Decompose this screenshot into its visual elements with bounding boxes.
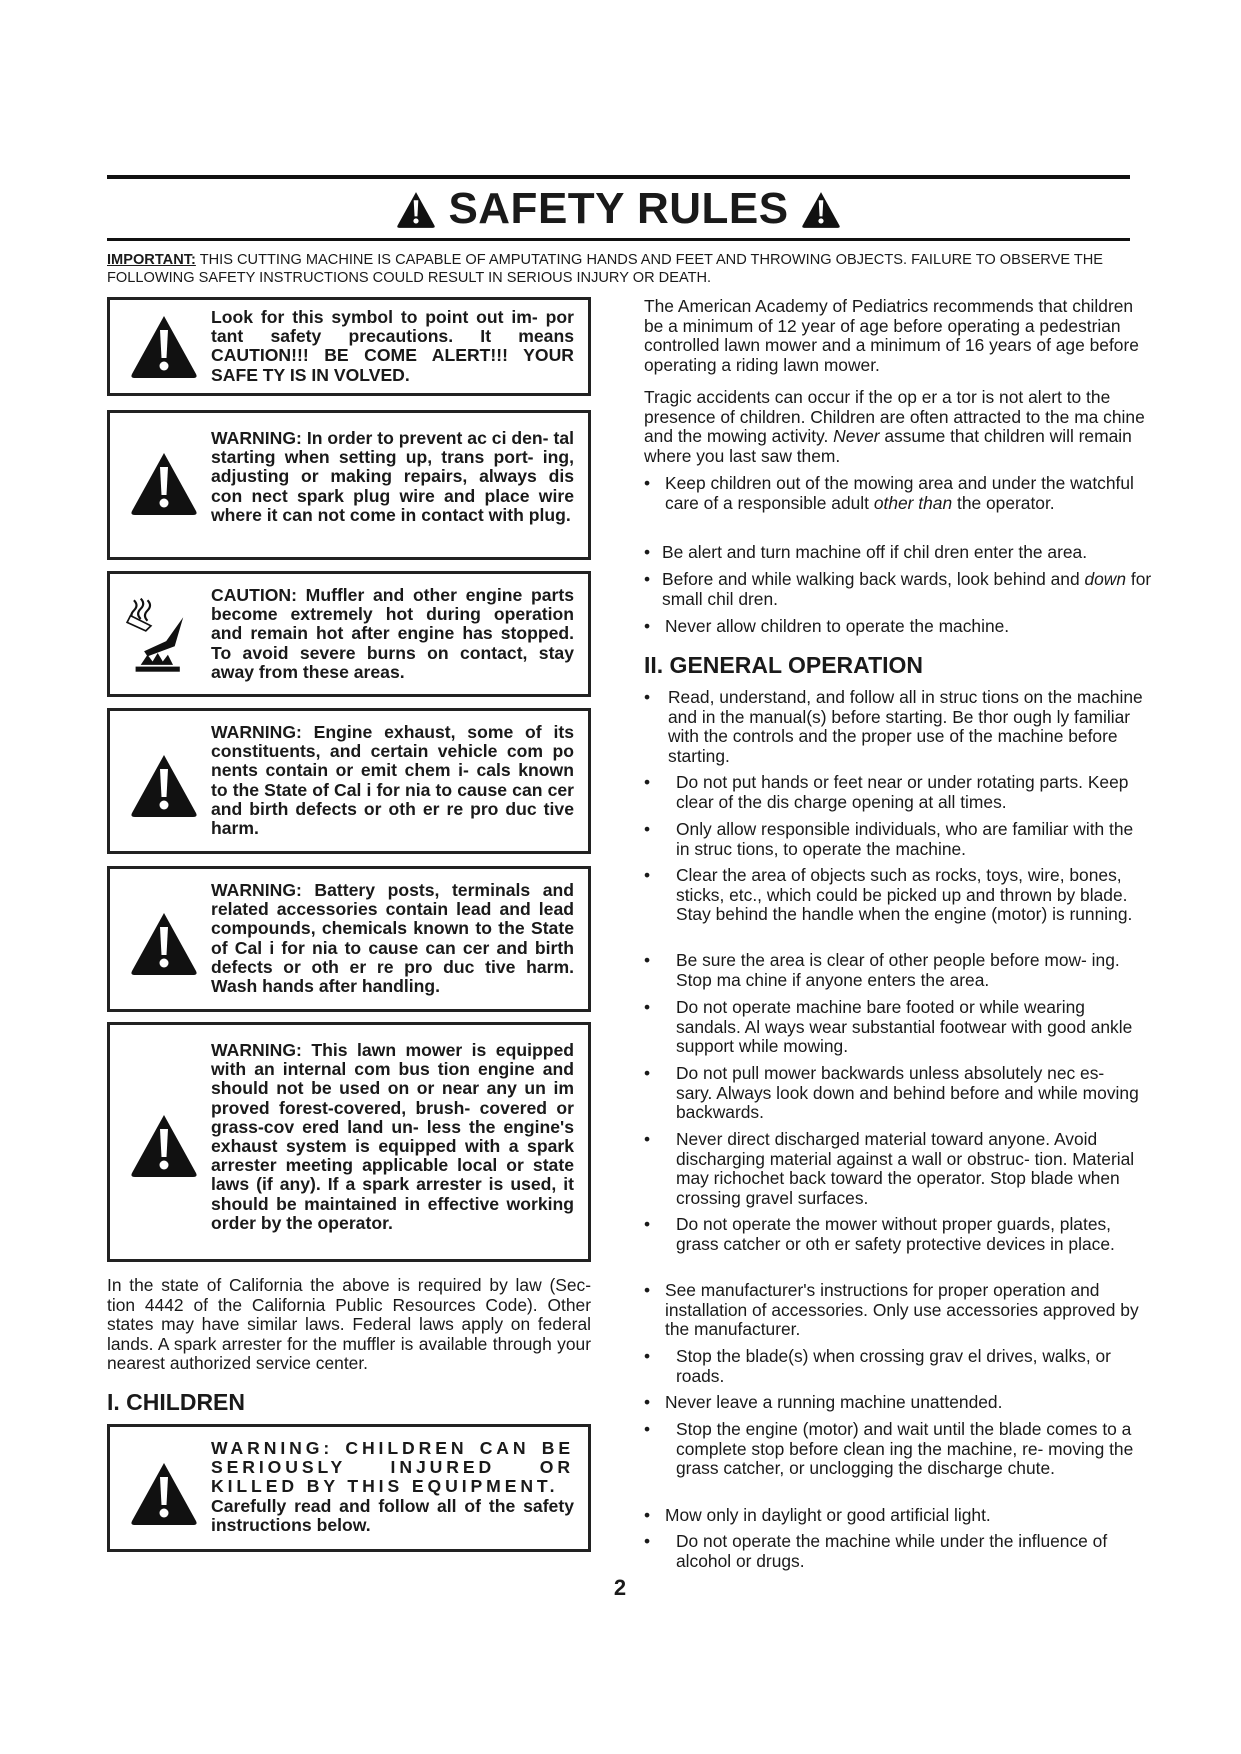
page-title: SAFETY RULES: [107, 183, 1130, 235]
list-item: • Before and while walking back wards, look behind and down for small chil dren.: [644, 569, 1152, 609]
list-item: • Stop the engine (motor) and wait until the blade comes to a complete stop before clean ing the machine, re- moving the grass catcher, or unclogging the discharge chute.: [644, 1419, 1134, 1479]
list-item: • Never direct discharged material toward anyone. Avoid discharging material against a wall or obstruc- tion. Material may richochet back toward the operator. Stop blade when crossing gravel surfaces.: [644, 1129, 1135, 1208]
list-item: • Only allow responsible individuals, who are familiar with the in struc tions, to operate the machine.: [644, 819, 1134, 859]
list-item: • Do not operate the machine while under the influence of alcohol or drugs.: [644, 1531, 1108, 1571]
safety-box: Look for this symbol to point out im- por tant safety precautions. It means CAUTION!!! BE COME ALERT!!! YOUR SAFE TY IS IN VOLVED.: [107, 297, 591, 396]
list-item: • Stop the blade(s) when crossing grav el drives, walks, or roads.: [644, 1346, 1111, 1386]
general-operation-heading: II. GENERAL OPERATION: [644, 652, 924, 678]
warning-triangle-icon: [801, 191, 841, 229]
list-item: • Do not operate the mower without proper guards, plates, grass catcher or oth er safety protective devices in place.: [644, 1214, 1115, 1254]
page-number: 2: [613, 1575, 627, 1600]
warning-triangle-icon: [130, 314, 198, 380]
list-item: • Mow only in daylight or good artificial light.: [644, 1505, 991, 1525]
list-item: • Clear the area of objects such as rocks, toys, wire, bones, sticks, etc., which could be picked up and thrown by blade. Stay behind the handle when the engine (motor) is running.: [644, 865, 1133, 925]
safety-box: CAUTION: Muffler and other engine parts become extremely hot during operation and remain hot after engine has stopped. To avoid severe burns on contact, stay away from these areas.: [107, 571, 591, 697]
list-item: • Do not put hands or feet near or under rotating parts. Keep clear of the dis charge opening at all times.: [644, 772, 1129, 812]
california-note: In the state of California the above is required by law (Sec- tion 4442 of the California Public Resources Code). Other states may have similar laws. Federal laws apply on federal lands. A spark arrester for the muffler is available through your nearest authorized service center.: [107, 1275, 591, 1374]
children-heading: I. CHILDREN: [107, 1389, 245, 1415]
list-item: • Read, understand, and follow all in struc tions on the machine and in the manual(s) before starting. Be thor ough ly familiar with the controls and the proper use of the machine before starting.: [644, 687, 1143, 766]
list-item: • Never allow children to operate the machine.: [644, 616, 1010, 636]
important-notice: IMPORTANT: THIS CUTTING MACHINE IS CAPABLE OF AMPUTATING HANDS AND FEET AND THROWING OBJECTS. FAILURE TO OBSERVE THE FOLLOWING SAFETY INSTRUCTIONS COULD RESULT IN SERIOUS INJURY OR DEATH.: [107, 252, 1104, 286]
safety-box: WARNING: This lawn mower is equipped with an internal com bus tion engine and should not be used on or near any un im proved forest-covered, brush- covered or grass-cov ered land un- less the engine's exhaust system is equipped with a spark arrester meeting applicable local or state laws (if any). If a spark arrester is used, it should be maintained in effective working order by the operator.: [107, 1022, 591, 1262]
title-rule: [107, 238, 1130, 241]
warning-triangle-icon: [130, 1113, 198, 1179]
list-item: • Do not pull mower backwards unless absolutely nec es- sary. Always look down and behind before and while moving backwards.: [644, 1063, 1139, 1123]
warning-triangle-icon: [130, 451, 198, 517]
list-item: • Do not operate machine bare footed or while wearing sandals. Al ways wear substantial footwear with good ankle support while mowing.: [644, 997, 1133, 1057]
children-warning-box: WARNING: CHILDREN CAN BE SERIOUSLY INJURED OR KILLED BY THIS EQUIPMENT. Carefully read and follow all of the safety instructions below.: [107, 1424, 591, 1552]
list-item: • Never leave a running machine unattended.: [644, 1392, 1003, 1412]
warning-triangle-icon: [130, 753, 198, 819]
warning-triangle-icon: [396, 191, 436, 229]
list-item: • See manufacturer's instructions for proper operation and installation of accessories. Only use accessories approved by the manufacturer.: [644, 1280, 1139, 1340]
safety-box: WARNING: In order to prevent ac ci den- tal starting when setting up, trans port- ing, adjusting or making repairs, always dis con nect spark plug wire and place wire where it can not come in contact with plug.: [107, 410, 591, 560]
safety-box: WARNING: Battery posts, terminals and related accessories contain lead and lead compounds, chemicals known to the State of Cal i for nia to cause can cer and birth defects or oth er re pro duc tive harm. Wash hands after handling.: [107, 866, 591, 1012]
safety-box: WARNING: Engine exhaust, some of its constituents, and certain vehicle com po nents contain or emit chem i- cals known to the State of Cal i for nia to cause can cer and birth defects or oth er re pro duc tive harm.: [107, 708, 591, 854]
list-item: • Keep children out of the mowing area and under the watchful care of a responsible adult other than the operator.: [644, 473, 1134, 513]
top-rule: [107, 175, 1130, 179]
tragic-paragraph: Tragic accidents can occur if the op er a tor is not alert to the presence of children. Children are often attracted to the ma chine and the mowing activity. Never assume that children will remain where you last saw them.: [644, 387, 1145, 466]
list-item: • Be sure the area is clear of other people before mow- ing. Stop ma chine if anyone enters the area.: [644, 950, 1120, 990]
aap-paragraph: The American Academy of Pediatrics recommends that children be a minimum of 12 year of age before operating a pedestrian controlled lawn mower and a minimum of 16 years of age before operating a riding lawn mower.: [644, 296, 1139, 375]
hot-surface-icon: [122, 586, 190, 686]
warning-triangle-icon: [130, 911, 198, 977]
list-item: • Be alert and turn machine off if chil dren enter the area.: [644, 542, 1088, 562]
warning-triangle-icon: [130, 1461, 198, 1527]
